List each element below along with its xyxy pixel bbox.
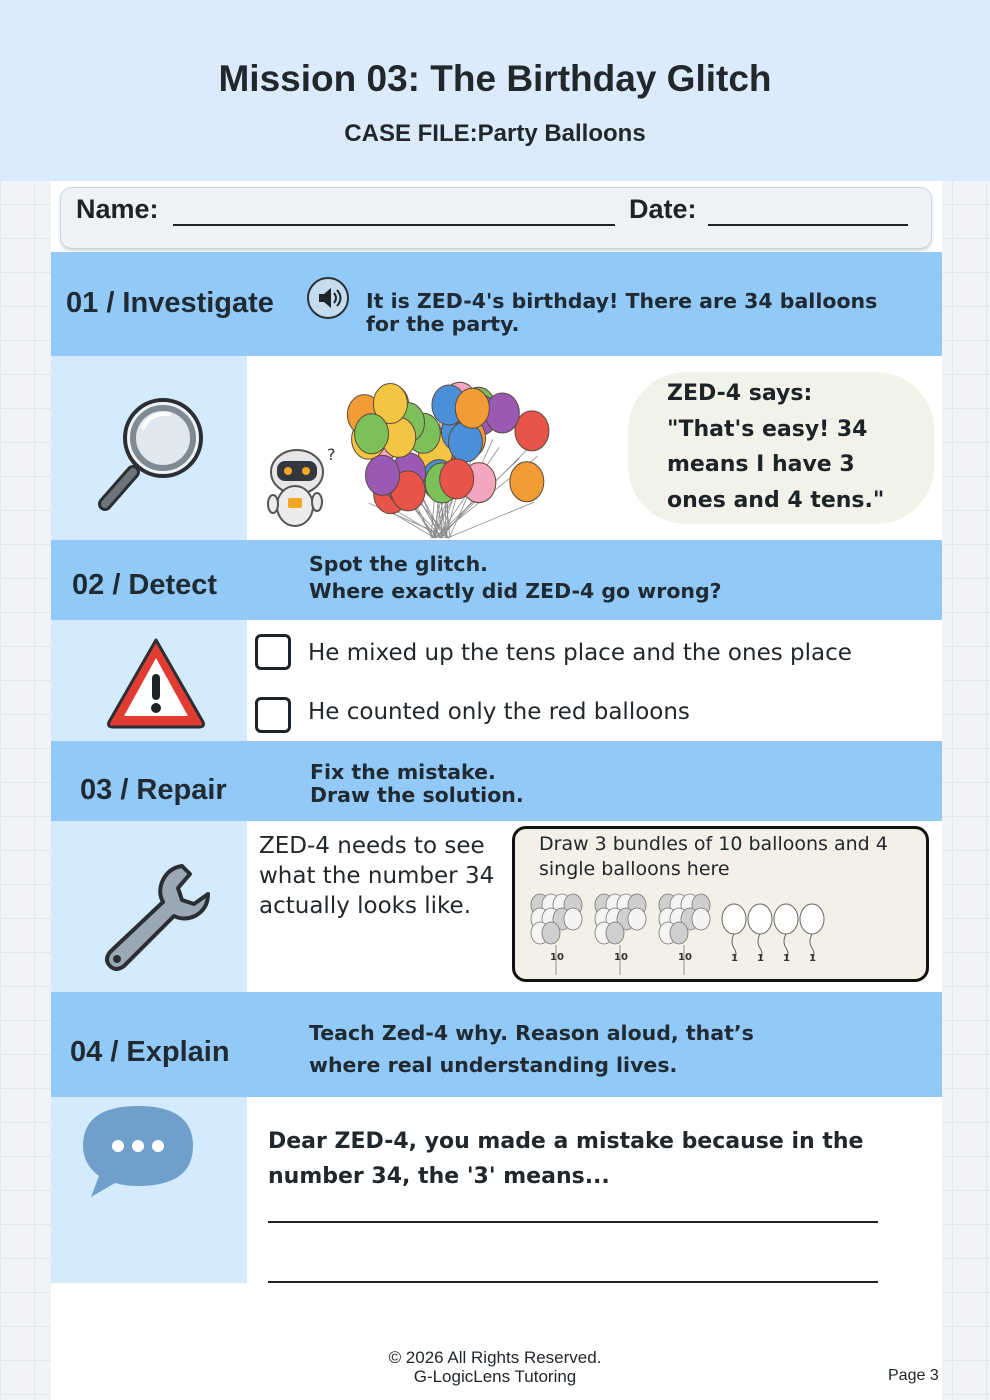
explain-line: Teach Zed-4 why. Reason aloud, that’s bbox=[309, 1021, 754, 1045]
svg-text:?: ? bbox=[327, 445, 336, 464]
detect-instructions bbox=[309, 551, 909, 605]
speech-line: means I have 3 bbox=[667, 452, 855, 477]
sketch-balloon bbox=[606, 922, 624, 944]
balloon-string bbox=[447, 502, 534, 538]
page-subtitle: CASE FILE:Party Balloons bbox=[344, 120, 646, 147]
warning-triangle-icon bbox=[103, 634, 213, 734]
balloon bbox=[510, 462, 544, 502]
sketch-balloon bbox=[670, 922, 688, 944]
single-balloon bbox=[722, 904, 746, 934]
answer-line[interactable] bbox=[268, 1221, 878, 1223]
balloon bbox=[448, 422, 482, 462]
repair-description: ZED-4 needs to see what the number 34 actually looks like. bbox=[259, 833, 495, 919]
repair-label: 03 / Repair bbox=[80, 774, 227, 806]
sketch-balloon bbox=[564, 908, 582, 930]
answer-line[interactable] bbox=[268, 1281, 878, 1283]
sketch-balloon bbox=[542, 922, 560, 944]
single-balloon bbox=[774, 904, 798, 934]
speaker-icon[interactable] bbox=[307, 277, 349, 319]
page-number: Page 3 bbox=[888, 1367, 939, 1384]
page-title: Mission 03: The Birthday Glitch bbox=[218, 58, 772, 99]
balloon bbox=[440, 459, 474, 499]
explain-line: where real understanding lives. bbox=[309, 1053, 678, 1077]
balloon bbox=[515, 411, 549, 451]
name-date-bar bbox=[60, 187, 932, 249]
wrench-icon bbox=[98, 860, 218, 980]
single-balloon bbox=[748, 904, 772, 934]
balloon bbox=[355, 414, 389, 454]
single-label: 1 bbox=[731, 953, 738, 964]
detect-label: 02 / Detect bbox=[72, 569, 218, 601]
sketch-balloon bbox=[628, 908, 646, 930]
speech-line: "That's easy! 34 bbox=[667, 416, 868, 442]
brand-text: G-LogicLens Tutoring bbox=[413, 1367, 577, 1386]
drawing-prompt: Draw 3 bundles of 10 balloons and 4 single balloons here bbox=[539, 833, 888, 880]
copyright-text: © 2026 All Rights Reserved. bbox=[388, 1348, 602, 1367]
explain-label: 04 / Explain bbox=[70, 1036, 230, 1068]
sketch-balloon bbox=[692, 908, 710, 930]
magnifying-glass-icon bbox=[95, 392, 215, 522]
speech-line: ones and 4 tens." bbox=[667, 487, 885, 513]
robot-illustration bbox=[265, 444, 345, 534]
bundle-label: 10 bbox=[550, 952, 564, 963]
single-label: 1 bbox=[757, 953, 764, 964]
detect-line: Where exactly did ZED-4 go wrong? bbox=[309, 579, 722, 603]
zed4-speech bbox=[667, 376, 927, 518]
page-header bbox=[0, 0, 990, 181]
repair-line: Draw the solution. bbox=[310, 783, 524, 807]
single-balloon bbox=[800, 904, 824, 934]
date-label: Date: bbox=[629, 194, 697, 224]
bundle-label: 10 bbox=[614, 952, 628, 963]
option-label: He mixed up the tens place and the ones place bbox=[308, 640, 852, 666]
repair-line: Fix the mistake. bbox=[310, 760, 496, 784]
single-label: 1 bbox=[809, 953, 816, 964]
investigate-label: 01 / Investigate bbox=[66, 287, 274, 319]
date-field[interactable] bbox=[708, 224, 908, 226]
investigate-text: It is ZED-4's birthday! There are 34 balloons for the party. bbox=[366, 289, 878, 336]
option-checkbox[interactable] bbox=[255, 634, 291, 670]
balloon-bundle-sketch bbox=[522, 893, 842, 978]
name-label: Name: bbox=[76, 194, 159, 224]
detect-line: Spot the glitch. bbox=[309, 552, 488, 576]
name-field[interactable] bbox=[173, 224, 615, 226]
balloon bbox=[366, 455, 400, 495]
option-label: He counted only the red balloons bbox=[308, 699, 690, 725]
speech-bubble-icon bbox=[83, 1102, 203, 1202]
explain-instructions bbox=[309, 1017, 929, 1081]
single-label: 1 bbox=[783, 953, 790, 964]
page-footer bbox=[0, 1348, 990, 1386]
bundle-label: 10 bbox=[678, 952, 692, 963]
repair-instructions bbox=[310, 761, 910, 807]
speech-line: ZED-4 says: bbox=[667, 381, 813, 406]
option-checkbox[interactable] bbox=[255, 697, 291, 733]
balloon bbox=[485, 393, 519, 433]
balloon-bunch-illustration bbox=[340, 380, 560, 540]
balloon bbox=[455, 388, 489, 428]
explain-prompt: Dear ZED-4, you made a mistake because in the number 34, the '3' means... bbox=[268, 1129, 864, 1189]
